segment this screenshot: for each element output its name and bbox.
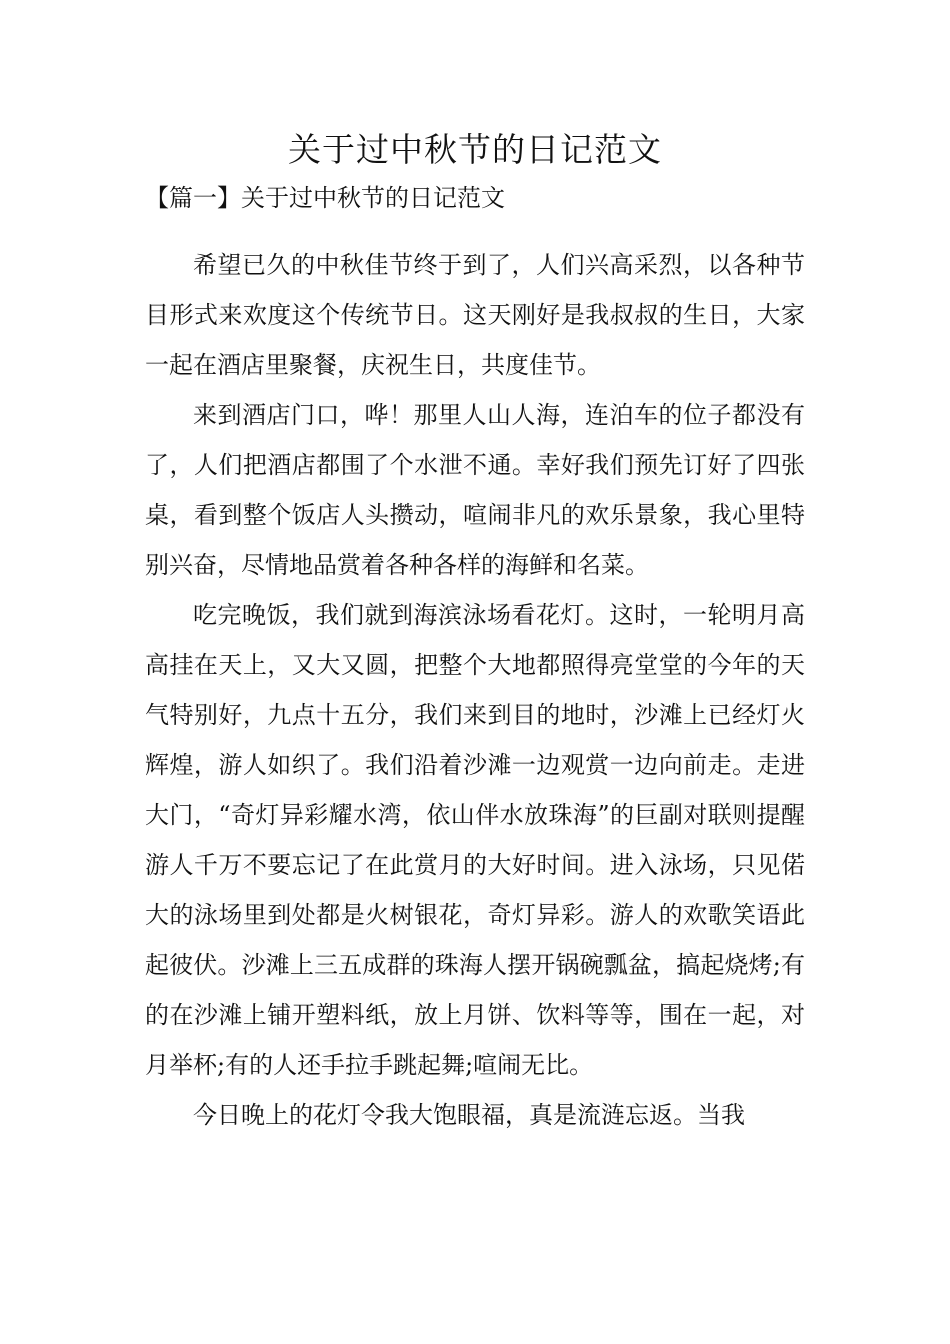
section-heading: 【篇一】关于过中秋节的日记范文 xyxy=(145,184,505,212)
document-title: 关于过中秋节的日记范文 xyxy=(288,130,662,169)
paragraph-4: 今日晚上的花灯令我大饱眼福，真是流涟忘返。当我 xyxy=(193,1101,745,1129)
paragraph-1: 希望已久的中秋佳节终于到了，人们兴高采烈，以各种节目形式来欢度这个传统节日。这天刚好是我叔叔的生日，大家一起在酒店里聚餐，庆祝生日，共度佳节。 xyxy=(145,251,805,379)
document-content xyxy=(145,122,805,1140)
paragraph-3: 吃完晚饭，我们就到海滨泳场看花灯。这时，一轮明月高高挂在天上，又大又圆，把整个大地都照得亮堂堂的今年的天气特别好，九点十五分，我们来到目的地时，沙滩上已经灯火辉煌，游人如织了。我们沿着沙滩一边观赏一边向前走。走进大门，“奇灯异彩耀水湾，依山伴水放珠海”的巨副对联则提醒游人千万不要忘记了在此赏月的大好时间。进入泳场，只见偌大的泳场里到处都是火树银花，奇灯异彩。游人的欢歌笑语此起彼伏。沙滩上三五成群的珠海人摆开锅碗瓢盆，搞起烧烤;有的在沙滩上铺开塑料纸，放上月饼、饮料等等，围在一起，对月举杯;有的人还手拉手跳起舞;喧闹无比。 xyxy=(145,601,805,1079)
paragraph-2: 来到酒店门口，哗！那里人山人海，连泊车的位子都没有了，人们把酒店都围了个水泄不通。幸好我们预先订好了四张桌，看到整个饭店人头攒动，喧闹非凡的欢乐景象，我心里特别兴奋，尽情地品赏着各种各样的海鲜和名菜。 xyxy=(145,401,805,579)
